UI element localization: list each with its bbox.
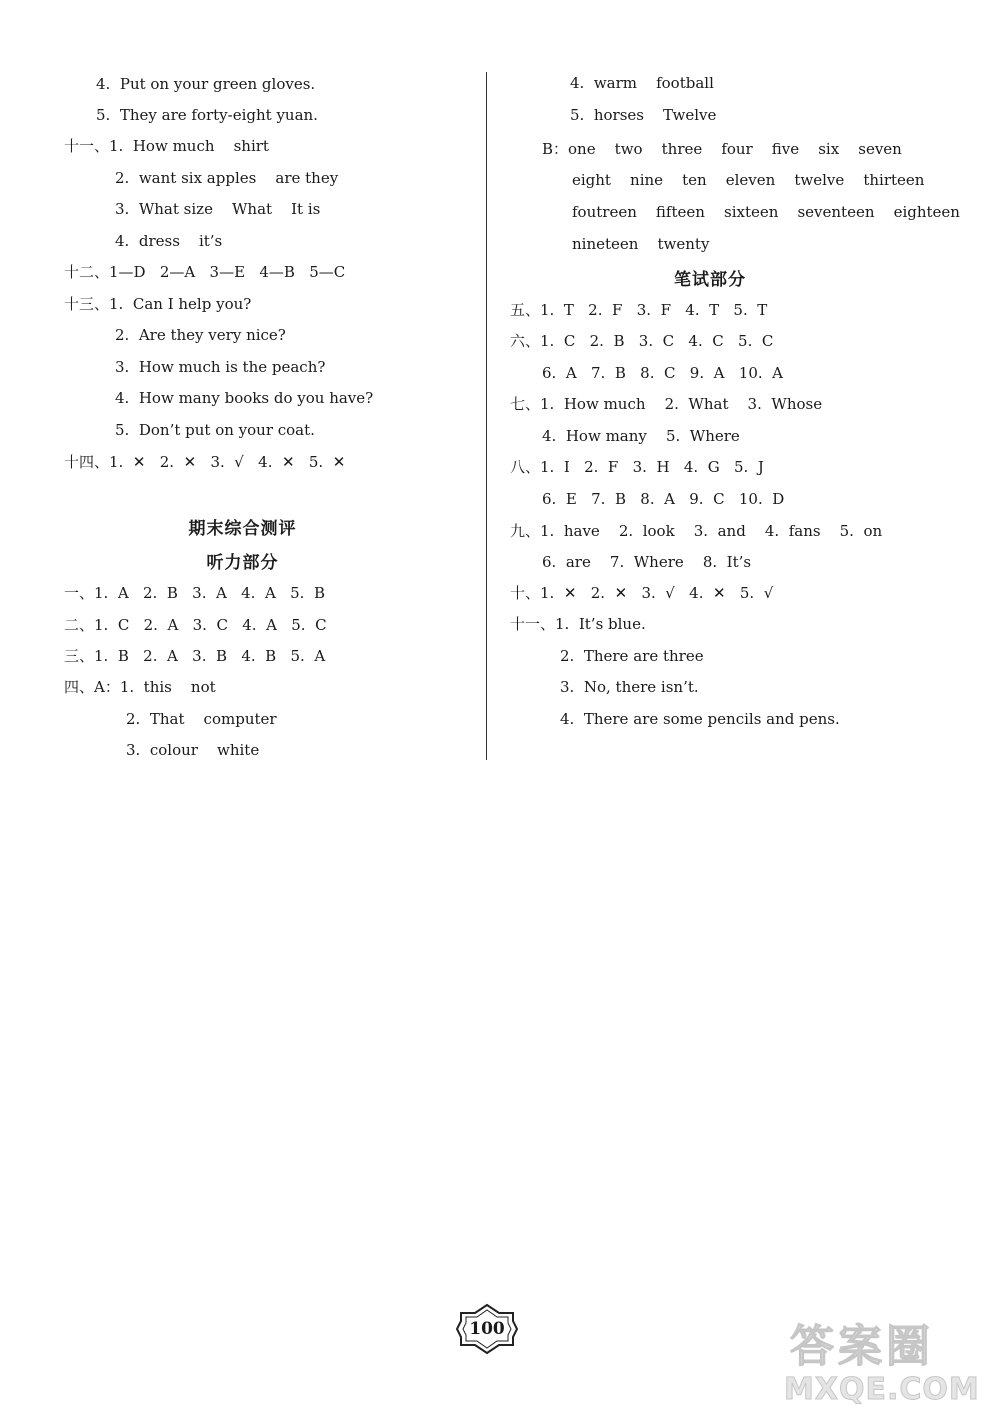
answer-line: 4. Put on your green gloves. [96, 75, 316, 93]
answer-line: 5. horses Twelve [570, 106, 717, 124]
page-number-badge [455, 1303, 519, 1355]
answer-line: 七、1. How much 2. What 3. Whose [510, 395, 823, 413]
answer-line: 2. There are three [560, 647, 704, 665]
answer-line: 2. That computer [126, 710, 277, 728]
answer-line: 6. A 7. B 8. C 9. A 10. A [542, 364, 783, 382]
answer-line: 4. How many books do you have? [115, 389, 374, 407]
answer-line: 十一、1. It’s blue. [510, 615, 646, 633]
page-number: 100 [469, 1319, 505, 1339]
answer-line: 3. How much is the peach? [115, 358, 326, 376]
answer-line: 三、1. B 2. A 3. B 4. B 5. A [64, 647, 326, 665]
answer-line: 4. dress it’s [115, 232, 223, 250]
answer-line: 八、1. I 2. F 3. H 4. G 5. J [510, 458, 764, 476]
answer-line: 2. Are they very nice? [115, 326, 286, 344]
answer-line: 3. colour white [126, 741, 260, 759]
answer-line: 6. are 7. Where 8. It’s [542, 553, 752, 571]
answer-line: eight nine ten eleven twelve thirteen [572, 171, 925, 189]
answer-line: 5. They are forty-eight yuan. [96, 106, 318, 124]
watermark-top-text: 答案圈 [790, 1321, 934, 1372]
answer-line: 二、1. C 2. A 3. C 4. A 5. C [64, 616, 327, 634]
answer-line: 九、1. have 2. look 3. and 4. fans 5. on [510, 522, 883, 540]
answer-line: foutreen fifteen sixteen seventeen eighteen [572, 203, 960, 221]
answer-line: 2. want six apples are they [115, 169, 339, 187]
answer-line: 一、1. A 2. B 3. A 4. A 5. B [64, 584, 325, 602]
answer-line: 十四、1. ✕ 2. ✕ 3. √ 4. ✕ 5. ✕ [64, 453, 346, 471]
answer-line: B：one two three four five six seven [542, 140, 902, 158]
answer-line: 十三、1. Can I help you? [64, 295, 252, 313]
answer-line: 五、1. T 2. F 3. F 4. T 5. T [510, 301, 768, 319]
subsection-title: 听力部分 [206, 553, 279, 573]
answer-line: nineteen twenty [572, 235, 710, 253]
answer-line: 4. There are some pencils and pens. [560, 710, 840, 728]
answer-line: 6. E 7. B 8. A 9. C 10. D [542, 490, 785, 508]
answer-line: 十、1. ✕ 2. ✕ 3. √ 4. ✕ 5. √ [510, 584, 774, 602]
answer-line: 3. No, there isn’t. [560, 678, 699, 696]
subsection-title: 笔试部分 [674, 270, 746, 290]
answer-line: 四、A：1. this not [64, 678, 216, 696]
answer-line: 4. How many 5. Where [542, 427, 740, 445]
answer-line: 5. Don’t put on your coat. [115, 421, 315, 439]
answer-line: 3. What size What It is [115, 200, 321, 218]
watermark-bottom-text: MXQE.COM [784, 1372, 980, 1407]
answer-line: 六、1. C 2. B 3. C 4. C 5. C [510, 332, 774, 350]
column-divider [486, 72, 487, 760]
answer-line: 十二、1—D 2—A 3—E 4—B 5—C [64, 263, 346, 281]
answer-line: 十一、1. How much shirt [64, 137, 269, 155]
section-title: 期末综合测评 [188, 519, 297, 539]
watermark-logo [780, 1310, 990, 1420]
answer-line: 4. warm football [570, 74, 714, 92]
